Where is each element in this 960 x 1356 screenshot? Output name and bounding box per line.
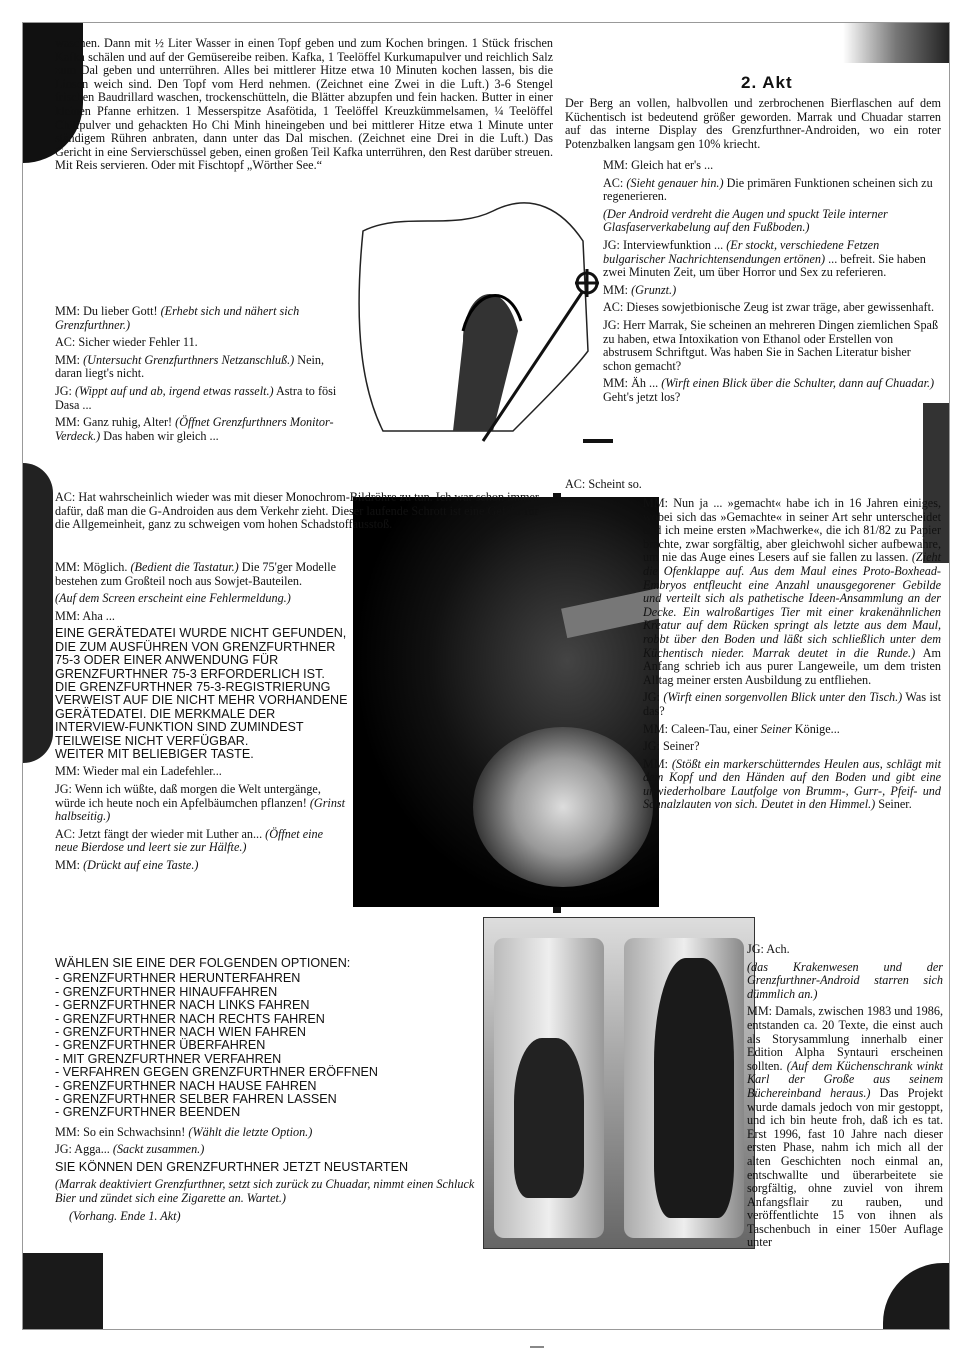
line-ac-monochrom: AC: Hat wahrscheinlich wieder was mit dieser Monochrom-Bildröhre zu tun. Ich war schon immer dafür, daß man die G-Androiden aus dem Verkehr zieht. Dieser laufende Schrott ist eine Gefahr für die Allgemeinheit, ganz zu schweigen vom hohen Schadstoffausstoß. [55,490,539,532]
menu-title: WÄHLEN SIE EINE DER FOLGENDEN OPTIONEN: [55,956,351,970]
menu-option: - GRENZFURTHNER HINAUFFAHREN [55,984,278,999]
line-ac-fehler: AC: Sicher wieder Fehler 11. [55,335,198,350]
line-jg-marrak: JG: Herr Marrak, Sie scheinen an mehreren Dingen ziemlichen Spaß zu haben, etwa Intoxikation von Ethanol oder Erstellen von abstrusem Schriftgut. Was haben Sie in Sachen Literatur bisher schon gemacht? [603,317,939,373]
line-mm-ruhig: MM: Ganz ruhig, Alter! (Öffnet Grenzfurthners Monitor-Verdeck.) Das haben wir gleich ... [55,415,334,443]
line-jg-astra: JG: (Wippt auf und ab, irgend etwas rasselt.) Astra to fösi Dasa ... [55,383,337,412]
left-dialogue-a [55,305,345,447]
bottom-left-shadow [23,1253,103,1329]
line-jg-agga: JG: Agga... (Sackt zusammen.) [55,1142,205,1157]
left-dialogue-b [55,561,349,877]
menu-option: - GRENZFURTHNER SELBER FAHREN LASSEN [55,1092,337,1107]
line-mm-taste: MM: (Drückt auf eine Taste.) [55,858,199,872]
line-jg-interview: JG: Interviewfunktion ... (Er stockt, verschiedene Fetzen bulgarischer Nachrichtensendungen ertönen) ... befreit. Sie haben zwei Minuten Zeit, um über Horror und Sex zu referieren. [603,237,926,280]
line-mm-caleen: MM: Caleen-Tau, einer Seiner Könige... [643,721,840,736]
menu-options [55,972,475,1119]
line-jg-ach: JG: Ach. [747,942,790,956]
line-jg-apfel: JG: Wenn ich wüßte, daß morgen die Welt untergänge, würde ich heute noch ein Apfelbäumchen pflanzen! (Grinst halbseitig.) [55,782,346,824]
recipe-block [55,37,553,173]
menu-option: - GRENZFURTHNER BEENDEN [55,1105,241,1120]
menu-option: - VERFAHREN GEGEN GRENZFURTHNER ERÖFFNEN [55,1065,379,1080]
act-heading: 2. Akt [741,73,793,92]
left-edge-shadow [23,463,53,763]
line-mm-ladefehler: MM: Wieder mal ein Ladefehler... [55,764,222,779]
creature-left [514,1038,584,1198]
line-mm-moeglich: MM: Möglich. (Bedient die Tastatur.) Die 75'ger Modelle bestehen zum Großteil noch aus Sowjet-Bauteilen. [55,560,337,588]
menu-option: - GERNZFURTHNER NACH LINKS FAHREN [55,998,310,1013]
page-frame [22,22,950,1330]
right-intro [565,97,941,155]
menu-option: - MIT GRENZFURTHNER VERFAHREN [55,1051,282,1066]
menu-option: - GRENZFURTHNER ÜBERFAHREN [55,1038,266,1053]
line-ac-scheint: AC: Scheint so. [565,477,642,491]
bottom-right-shadow [883,1263,949,1329]
line-mm-grunzt: MM: (Grunzt.) [603,282,677,297]
jar-creatures-photo [483,917,755,1249]
recipe-text: waschen. Dann mit ½ Liter Wasser in einen Topf geben und zum Kochen bringen. 1 Stück frischen Kafka schälen und auf der Gemüsereibe reiben. Kafka, 1 Teelöffel Kurkumapulver und reichlich Salz zum Dal geben und unterrühren. Alles bei mittlerer Hitze etwa 10 Minuten kochen lassen, bis die Linsen weich sind. Den Topf vom Herd nehmen. (Zeichnet eine Zwei in die Luft.) 3-6 Stengel frischen Baudrillard waschen, trockenschütteln, die Blätter abzupfen und fein hacken. Butter in einer kleinen Pfanne erhitzen. 1 Messerspitze Asafötida, 1 Teelöffel Kreuzkümmelsamen, ¼ Teelöffel Chilipulver und gehackten Ho Chi Minh hineingeben und bei mittlerer Hitze etwa 1 Minute unter ständigem Rühren anbraten, dann unter das Dal mischen. (Zeichnet eine Drei in die Luft.) Das Gericht in eine Servierschüssel geben, einen großen Teil Kafka unterrühren, den Rest darüber streuen. Mit Reis servieren. Oder mit Fischtopf „Wörther See.“ [55,36,553,173]
line-mm-gleich: MM: Gleich hat er's ... [603,158,714,172]
menu-option: - GRENZFURTHNER NACH RECHTS FAHREN [55,1011,325,1026]
line-mm-heulen: MM: (Stößt ein markerschütterndes Heulen aus, schlägt mit dem Kopf und den Händen auf den Boden und gibt eine unwiederholbare Lautfolge von Brumm-, Gurr-, Pfeif- und Schnalzlauten von sich. Deutet in den Himmel.) Seiner. [643,756,942,812]
krake-note: (das Krakenwesen und der Grenzfurthner-Android starren sich dümmlich an.) [747,959,943,1001]
line-jg-tisch: JG: (Wirft einen sorgenvollen Blick unter den Tisch.) Was ist das? [643,690,941,718]
right-dialogue-c [747,943,943,1254]
error-continue: WEITER MIT BELIEBIGER TASTE. [55,747,254,762]
final-stage-note: (Marrak deaktiviert Grenzfurthner, setzt sich zurück zu Chuadar, nimmt einen Schluck Bier und zündet sich eine Zigarette an. Wartet.) [55,1177,475,1206]
screen-note: (Auf dem Screen erscheint eine Fehlermeldung.) [55,591,291,606]
page-number-mark [530,1346,544,1348]
right-dialogue-b [643,497,941,816]
line-mm-schwachsinn: MM: So ein Schwachsinn! (Wählt die letzte Option.) [55,1124,313,1139]
curtain-note: (Vorhang. Ende 1. Akt) [69,1208,181,1223]
line-mm-gott: MM: Du lieber Gott! (Erhebt sich und nähert sich Grenzfurthner.) [55,304,300,332]
right-ac-scheint [565,478,765,496]
left-ac-monochrom [55,491,553,536]
error-message: EINE GERÄTEDATEI WURDE NICHT GEFUNDEN, DIE ZUM AUSFÜHREN VON GRENZFURTHNER 75-3 ODER EINER ANWENDUNG FÜR GRENZFURTHNER 75-3 ERFORDERLICH IST. DIE GRENZFURTHNER 75-3-REGISTRIERUNG VERWEIST AUF DIE NICHT MEHR VORHANDENE GERÄTEDATEI. DIE MERKMALE DER INTERVIEW-FUNKTION SIND ZUMINDEST TEILWEISE NICHT VERFÜGBAR. [55,626,348,748]
restart-message: SIE KÖNNEN DEN GRENZFURTHNER JETZT NEUSTARTEN [55,1160,409,1175]
corner-shadow-top-right [843,23,949,63]
menu-option: - GRENZFURTHNER NACH HAUSE FAHREN [55,1078,317,1093]
line-mm-aeh: MM: Äh ... (Wirft einen Blick über die Schulter, dann auf Chuadar.) Geht's jetzt los? [603,376,935,404]
line-mm-nunja: MM: Nun ja ... »gemacht« habe ich in 16 Jahren einiges, wobei sich das »Gemachte« in seiner Art sehr unterscheidet und ich meine ersten »Machwerke«, die ich 81/82 zu Papier brachte, zwar sorgfältig, aber gleichwohl sicher aufbewahre, um nie das Auge eines Lesers auf sie fallen zu lassen. (Zieht die Ofenklappe auf. Aus dem Maul eines Proto-Boxhead-Embryos entfleucht eine Anzahl unausgegorener Gebilde und verteilt sich als pathetische Ideen-Ansammlung an der Decke. Ein walroßartiges Tier mit einer krakenähnlichen Kreatur auf dem Rücken springt als letzte aus dem Maul, robbt über den Boden und läßt sich schließlich unter dem Küchentisch nieder. Marrak deutet in die Runde.) Am Anfang schrieb ich aus purer Langeweile, um dem tristen Alltag meiner ersten Ausbildung zu entfliehen. [643,496,942,687]
line-ac-luther: AC: Jetzt fängt der wieder mit Luther an... (Öffnet eine neue Bierdose und leert sie zur Hälfte.) [55,826,324,855]
menu-block [55,957,475,1227]
menu-option: - GRENZFURTHNER HERUNTERFAHREN [55,971,301,986]
intro-text: Der Berg an vollen, halbvollen und zerbrochenen Bierflaschen auf dem Küchentisch ist bedeutend größer geworden. Marrak und Chuadar starren auf das interne Display des Grenzfurthner-Androiden, wo ein roter Potenzbalken langsam gen 10% kriecht. [565,96,941,151]
line-ac-genauer: AC: (Sieht genauer hin.) Die primären Funktionen scheinen sich zu regenerieren. [603,175,933,204]
creature-right [654,958,734,1218]
line-android-note: (Der Android verdreht die Augen und spuckt Teile interner Glasfaserverkabelung auf den Fußboden.) [603,206,888,235]
pope-illustration [343,171,613,461]
line-ac-sowjet: AC: Dieses sowjetbionische Zeug ist zwar träge, aber gewissenhaft. [603,300,934,315]
hat-photo-highlight [473,727,653,887]
line-mm-damals: MM: Damals, zwischen 1983 und 1986, entstanden ca. 20 Texte, die einst auch als Storysammlung innerhalb einer Edition Alpha Syntauri erscheinen sollten. (Auf dem Küchenschrank winkt Karl der Große aus seinem Büchereinband heraus.) Das Projekt wurde damals jedoch von mir gestoppt, und ich bin heute froh, daß ich es tat. Erst 1996, fast 10 Jahre nach dieser ersten Phase, nahm ich mich all der alten Geschichten noch einmal an, entschwallte und überarbeitete sie sorgfältig, ohne zuviel von ihrem Anfangsflair zu rauben, und veröffentlichte 15 von ihnen als Taschenbuch in einer 150er Auflage unter [747,1004,943,1250]
right-dialogue-a [603,159,941,409]
line-jg-seiner: JG: Seiner? [643,739,700,754]
line-mm-netz: MM: (Untersucht Grenzfurthners Netzanschluß.) Nein, daran liegt's nicht. [55,352,325,381]
menu-option: - GRENZFURTHNER NACH WIEN FAHREN [55,1025,306,1040]
hat-photo [353,497,659,907]
line-mm-aha: MM: Aha ... [55,608,115,623]
